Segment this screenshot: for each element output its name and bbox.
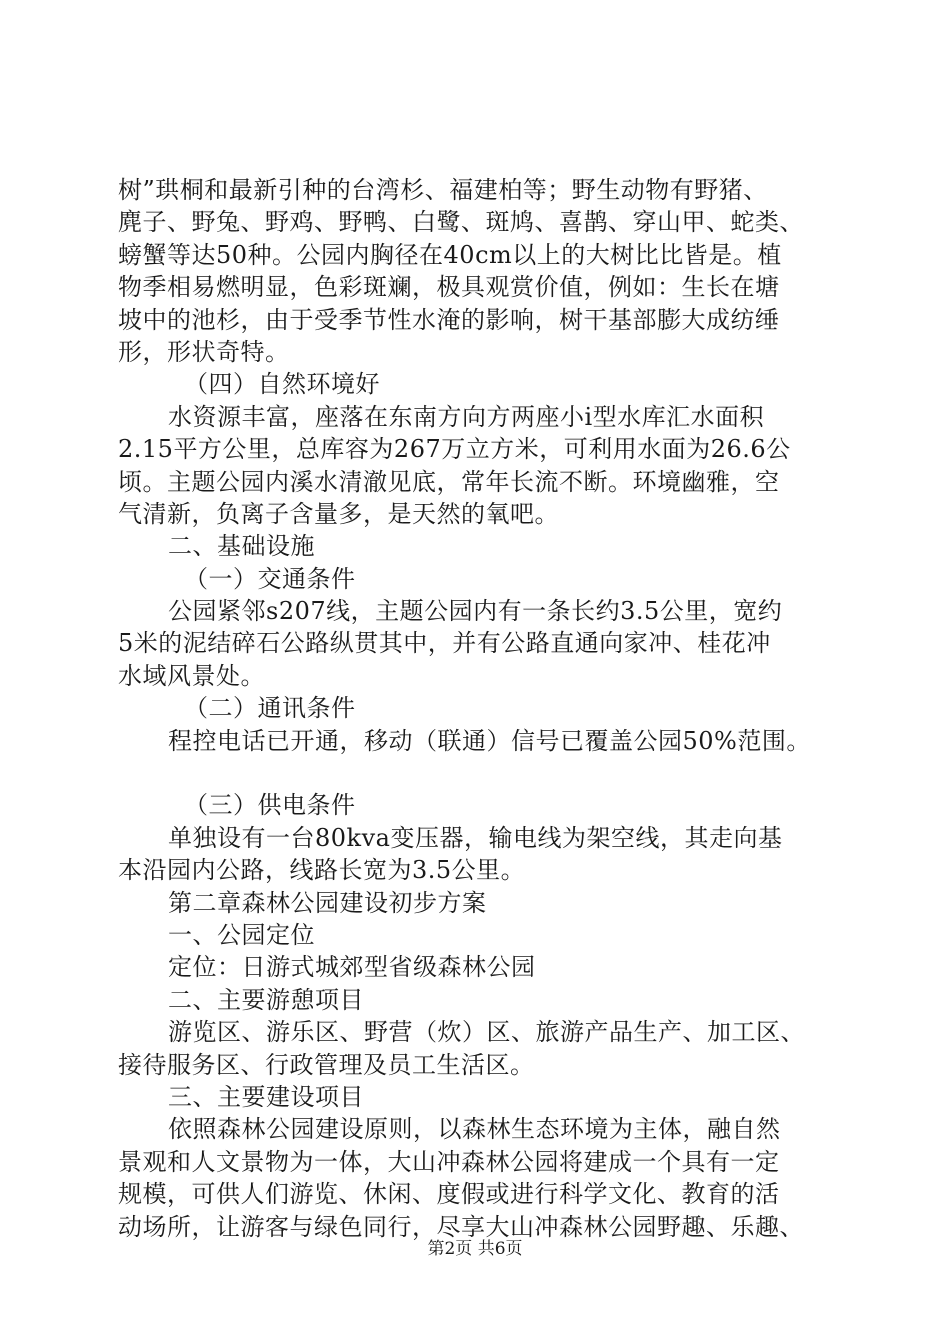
document-body — [118, 174, 858, 1243]
text-line: 依照森林公园建设原则，以森林生态环境为主体，融自然 — [168, 1115, 781, 1144]
text-line: 景观和人文景物为一体，大山冲森林公园将建成一个具有一定 — [118, 1147, 780, 1176]
text-line: 水资源丰富，座落在东南方向方两座小ⅰ型水库汇水面积 — [168, 402, 765, 431]
text-line: 第二章森林公园建设初步方案 — [168, 888, 487, 917]
text-line: 动场所，让游客与绿色同行，尽享大山冲森林公园野趣、乐趣、 — [118, 1212, 804, 1241]
text-line: 定位：日游式城郊型省级森林公园 — [168, 953, 536, 982]
text-line: 螃蟹等达50种。公园内胸径在40cm以上的大树比比皆是。植 — [118, 240, 782, 269]
text-line: 树”珙桐和最新引种的台湾杉、福建柏等；野生动物有野猪、 — [118, 176, 768, 204]
text-line: 麂子、野兔、野鸡、野鸭、白鹭、斑鸠、喜鹊、穿山甲、蛇类、 — [118, 208, 804, 237]
text-line: 单独设有一台80kva变压器，输电线为架空线，其走向基 — [168, 823, 783, 852]
text-line: （二）通讯条件 — [184, 694, 356, 723]
text-line: 形，形状奇特。 — [118, 337, 290, 366]
text-line: 程控电话已开通，移动（联通）信号已覆盖公园50%范围。 — [168, 726, 811, 755]
text-line: 规模，可供人们游览、休闲、度假或进行科学文化、教育的活 — [118, 1180, 780, 1209]
text-line: 公园紧邻s207线，主题公园内有一条长约3.5公里，宽约 — [168, 597, 783, 626]
text-line: 一、公园定位 — [168, 920, 315, 949]
text-line: （四）自然环境好 — [184, 370, 380, 399]
text-line: 二、主要游憩项目 — [168, 985, 364, 1014]
text-line: （三）供电条件 — [184, 791, 356, 820]
text-line: 2.15平方公里，总库容为267万立方米，可利用水面为26.6公 — [118, 435, 791, 464]
text-line: 水域风景处。 — [118, 661, 265, 690]
blank-line — [118, 757, 858, 789]
text-line: 接待服务区、行政管理及员工生活区。 — [118, 1050, 535, 1079]
text-line: 5米的泥结碎石公路纵贯其中，并有公路直通向家冲、桂花冲 — [118, 629, 771, 658]
text-line: 气清新，负离子含量多，是天然的氧吧。 — [118, 499, 559, 528]
text-line: 游览区、游乐区、野营（炊）区、旅游产品生产、加工区、 — [168, 1018, 805, 1047]
text-line: （一）交通条件 — [184, 564, 356, 593]
page-footer: 第2页 共6页 — [427, 1239, 523, 1259]
text-line: 三、主要建设项目 — [168, 1082, 364, 1111]
text-line: 本沿园内公路，线路长宽为3.5公里。 — [118, 856, 526, 885]
text-line: 顷。主题公园内溪水清澈见底，常年长流不断。环境幽雅，空 — [118, 467, 780, 496]
text-line: 物季相易燃明显，色彩斑斓，极具观赏价值，例如：生长在塘 — [118, 273, 780, 302]
text-line: 二、基础设施 — [168, 532, 315, 561]
text-line: 坡中的池杉，由于受季节性水淹的影响，树干基部膨大成纺缍 — [118, 305, 780, 334]
